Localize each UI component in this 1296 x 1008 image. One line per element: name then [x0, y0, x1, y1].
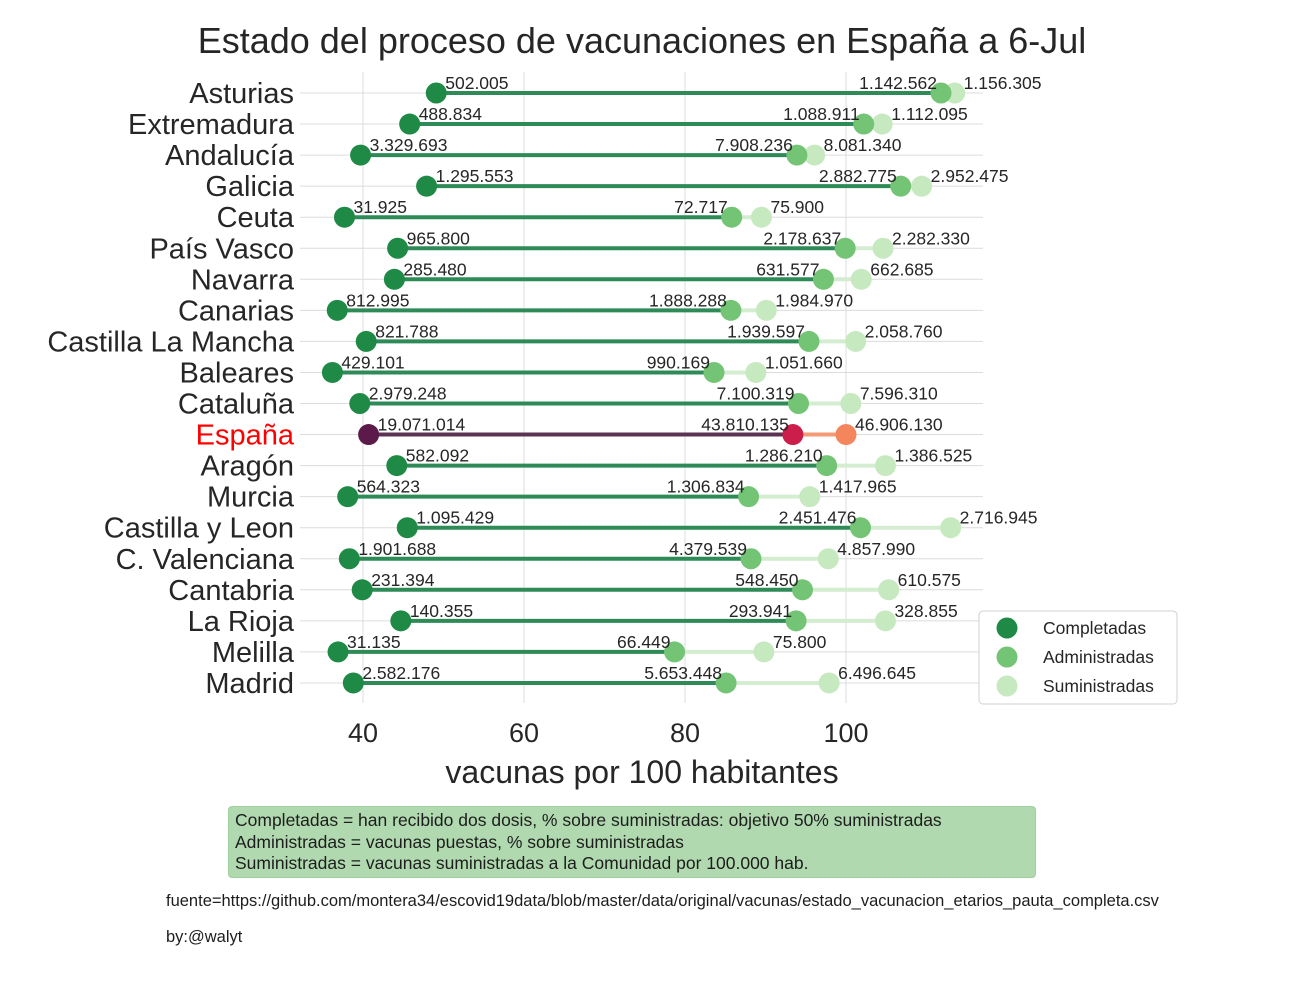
data-label-suministradas: 8.081.340 [823, 135, 902, 156]
point-suministradas [875, 610, 896, 631]
data-label-suministradas: 1.112.095 [891, 104, 968, 125]
data-label-administradas: 1.939.597 [727, 321, 805, 342]
data-label-completadas: 564.323 [356, 476, 420, 497]
data-label-suministradas: 2.716.945 [959, 507, 1038, 528]
data-label-suministradas: 2.058.760 [864, 321, 943, 342]
point-completadas [337, 486, 358, 507]
data-label-completadas: 19.071.014 [377, 414, 466, 435]
data-label-suministradas: 1.984.970 [775, 290, 854, 311]
data-label-administradas: 2.882.775 [818, 166, 897, 187]
y-tick-label: Asturias [189, 78, 294, 110]
point-completadas [334, 207, 355, 228]
point-suministradas [872, 114, 893, 135]
y-tick-label: Castilla La Mancha [47, 326, 294, 359]
point-completadas [356, 331, 377, 352]
point-completadas [416, 176, 437, 197]
point-suministradas [875, 455, 896, 476]
data-label-suministradas: 2.952.475 [930, 166, 1009, 187]
data-label-completadas: 231.394 [371, 569, 435, 590]
data-label-completadas: 1.901.688 [358, 538, 437, 559]
data-label-administradas: 1.306.834 [666, 476, 745, 497]
point-completadas [386, 455, 407, 476]
point-suministradas [940, 517, 961, 538]
point-suministradas [840, 393, 861, 414]
y-tick-label: Cataluña [177, 388, 294, 421]
x-tick-label: 80 [669, 718, 701, 748]
y-tick-label: Andalucía [165, 140, 294, 173]
data-label-completadas: 285.480 [403, 259, 467, 280]
legend-marker-suministradas [997, 676, 1018, 697]
data-label-suministradas: 1.417.965 [818, 476, 897, 497]
y-tick-label: Murcia [206, 481, 294, 514]
explanation-box [228, 806, 1036, 878]
point-completadas [349, 393, 370, 414]
data-label-administradas: 7.100.319 [716, 383, 795, 404]
data-label-suministradas: 7.596.310 [859, 383, 938, 404]
data-label-completadas: 965.800 [406, 228, 470, 249]
y-tick-label: España [195, 419, 294, 452]
data-label-suministradas: 2.282.330 [892, 228, 970, 249]
point-completadas [328, 641, 349, 662]
point-completadas [322, 362, 343, 383]
point-completadas [426, 83, 447, 104]
legend-label-completadas: Completadas [1043, 618, 1147, 638]
y-tick-label: Baleares [179, 357, 294, 390]
point-suministradas [873, 238, 894, 259]
point-suministradas [836, 424, 857, 445]
data-label-suministradas: 4.857.990 [837, 538, 916, 559]
data-label-administradas: 990.169 [646, 352, 710, 373]
data-label-suministradas: 75.800 [772, 631, 827, 652]
y-tick-label: Cantabria [168, 574, 294, 607]
data-label-administradas: 548.450 [735, 569, 799, 590]
data-label-suministradas: 46.906.130 [855, 414, 943, 435]
author-credit: by:@walyt [166, 928, 243, 946]
x-tick-labels [348, 718, 869, 748]
data-label-administradas: 2.178.637 [763, 228, 842, 249]
point-completadas [384, 269, 405, 290]
point-suministradas [819, 672, 840, 693]
y-tick-labels [47, 78, 295, 700]
point-completadas [358, 424, 379, 445]
note-suministradas: Suministradas = vacunas suministradas a la Comunidad por 100.000 hab. [235, 853, 809, 873]
data-label-administradas: 1.088.911 [783, 104, 860, 125]
point-completadas [397, 517, 418, 538]
y-tick-label: C. Valenciana [115, 543, 294, 576]
data-label-suministradas: 662.685 [870, 259, 934, 280]
point-suministradas [845, 331, 866, 352]
point-suministradas [745, 362, 766, 383]
source-text: fuente=https://github.com/montera34/escovid19data/blob/master/data/original/vacunas/estado_vacunacion_etarios_pauta_completa.csv [166, 892, 1159, 910]
data-label-completadas: 502.005 [445, 73, 509, 93]
y-tick-label: Castilla y Leon [103, 512, 294, 545]
data-label-suministradas: 1.156.305 [963, 73, 1042, 93]
legend-marker-completadas [997, 618, 1018, 639]
point-suministradas [878, 579, 899, 600]
data-label-completadas: 31.925 [353, 197, 408, 218]
data-label-completadas: 812.995 [346, 290, 410, 311]
point-suministradas [911, 176, 932, 197]
legend-marker-administradas [997, 647, 1018, 668]
y-tick-label: Ceuta [216, 202, 294, 235]
y-tick-label: La Rioja [187, 605, 294, 638]
data-label-completadas: 1.095.429 [416, 507, 495, 528]
point-completadas [350, 145, 371, 166]
data-label-administradas: 4.379.539 [669, 538, 748, 559]
y-tick-label: Aragón [200, 450, 294, 483]
data-label-completadas: 2.979.248 [368, 383, 447, 404]
data-label-administradas: 7.908.236 [715, 135, 793, 156]
note-completadas: Completadas = han recibido dos dosis, % sobre suministradas: objetivo 50% suministradas [235, 810, 942, 830]
data-label-completadas: 31.135 [347, 631, 401, 652]
point-completadas [390, 610, 411, 631]
y-tick-label: Melilla [211, 636, 294, 669]
legend-label-administradas: Administradas [1043, 647, 1154, 667]
data-label-completadas: 488.834 [418, 104, 482, 125]
legend [979, 611, 1177, 704]
data-label-suministradas: 75.900 [770, 197, 825, 218]
point-suministradas [756, 300, 777, 321]
data-label-completadas: 582.092 [405, 445, 470, 466]
point-completadas [387, 238, 408, 259]
x-tick-label: 40 [347, 718, 379, 748]
point-suministradas [753, 641, 774, 662]
y-tick-label: Navarra [190, 264, 294, 297]
x-tick-label: 60 [508, 718, 540, 748]
y-tick-label: Galicia [205, 171, 294, 204]
point-suministradas [818, 548, 839, 569]
x-axis-label: vacunas por 100 habitantes [445, 754, 839, 790]
data-label-administradas: 1.888.288 [649, 290, 727, 311]
point-completadas [327, 300, 348, 321]
point-completadas [399, 114, 420, 135]
data-label-suministradas: 328.855 [894, 600, 958, 621]
point-completadas [339, 548, 360, 569]
legend-label-suministradas: Suministradas [1043, 676, 1154, 696]
data-label-suministradas: 610.575 [897, 569, 961, 590]
data-label-administradas: 5.653.448 [644, 662, 723, 683]
data-label-suministradas: 1.051.660 [764, 352, 843, 373]
data-label-administradas: 631.577 [756, 259, 820, 280]
y-tick-label: Madrid [205, 667, 294, 700]
point-suministradas [751, 207, 772, 228]
data-label-suministradas: 6.496.645 [838, 662, 916, 683]
y-tick-label: Canarias [177, 295, 294, 328]
data-label-completadas: 429.101 [341, 352, 405, 373]
data-label-completadas: 2.582.176 [362, 662, 441, 683]
data-label-administradas: 2.451.476 [778, 507, 857, 528]
note-administradas: Administradas = vacunas puestas, % sobre suministradas [235, 831, 684, 852]
y-tick-label: Extremadura [127, 109, 294, 142]
data-label-administradas: 72.717 [674, 197, 728, 218]
point-completadas [343, 672, 364, 693]
data-label-administradas: 293.941 [728, 600, 793, 621]
data-label-completadas: 1.295.553 [435, 166, 514, 187]
data-label-suministradas: 1.386.525 [894, 445, 973, 466]
point-completadas [352, 579, 373, 600]
data-label-administradas: 66.449 [617, 631, 671, 652]
data-label-administradas: 1.142.562 [859, 73, 937, 93]
y-tick-label: País Vasco [149, 233, 294, 266]
point-suministradas [851, 269, 872, 290]
data-label-completadas: 140.355 [409, 600, 474, 621]
data-label-completadas: 821.788 [375, 321, 439, 342]
data-label-administradas: 1.286.210 [744, 445, 823, 466]
point-suministradas [799, 486, 820, 507]
data-label-administradas: 43.810.135 [701, 414, 789, 435]
chart-title: Estado del proceso de vacunaciones en España a 6-Jul [197, 20, 1087, 61]
data-label-completadas: 3.329.693 [369, 135, 448, 156]
x-tick-label: 100 [823, 718, 869, 748]
